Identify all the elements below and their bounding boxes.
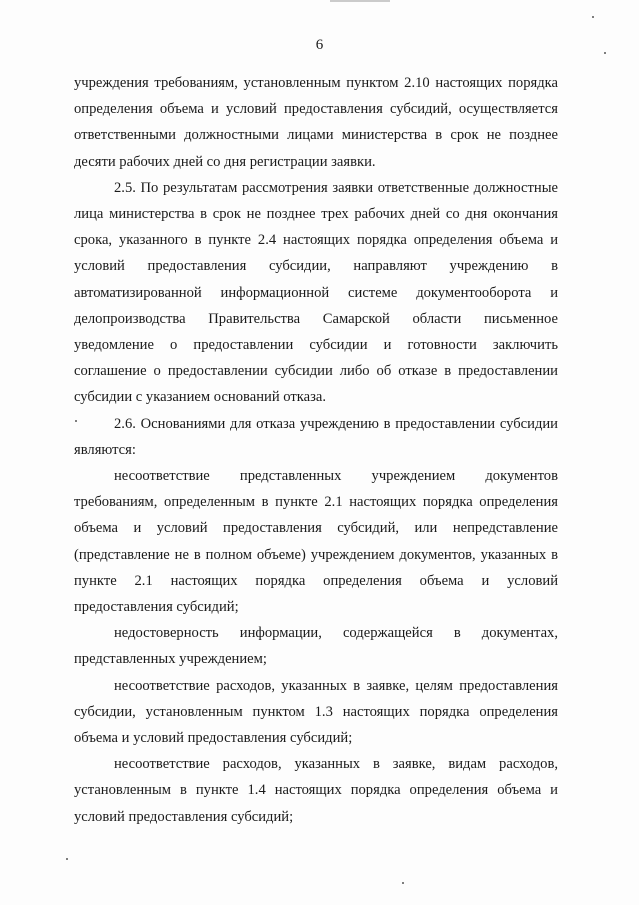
list-item-unreliable-info: недостоверность информации, содержащейся в документах, представленных учреждением; bbox=[74, 625, 558, 668]
paragraph-continuation: учреждения требованиям, установленным пунктом 2.10 настоящих порядка определения объема и условий предоставления субсидий, осуществляется ответственными должностными лицами министерства в срок не позднее десяти рабочих дней со дня регистрации заявки. bbox=[74, 75, 558, 170]
scan-artifact bbox=[402, 882, 404, 884]
page-number: 6 bbox=[315, 37, 324, 53]
scan-artifact bbox=[75, 420, 77, 422]
scan-artifact bbox=[330, 0, 390, 2]
paragraph-2-5: 2.5. По результатам рассмотрения заявки ответственные должностные лица министерства в срок не позднее трех рабочих дней со дня окончания срока, указанного в пункте 2.4 настоящих порядка определения объема и условий предоставления субсидии, направляют учреждению в автоматизированной информационной системе документооборота и делопроизводства Правительства Самарской области письменное уведомление о предоставлении субсидии и готовности заключить соглашение о предоставлении субсидии либо об отказе в предоставлении субсидии с указанием оснований отказа. bbox=[74, 179, 558, 406]
scan-artifact bbox=[604, 52, 606, 54]
scan-artifact bbox=[592, 16, 594, 18]
list-item-expense-type-mismatch: несоответствие расходов, указанных в заявке, видам расходов, установленным в пункте 1.4 настоящих порядка определения объема и условий предоставления субсидий; bbox=[74, 756, 558, 825]
list-item-expense-purpose-mismatch: несоответствие расходов, указанных в заявке, целям предоставления субсидии, установленным пунктом 1.3 настоящих порядка определения объема и условий предоставления субсидий; bbox=[74, 677, 558, 747]
document-body bbox=[74, 70, 558, 830]
scan-artifact bbox=[66, 858, 68, 860]
list-item-document-mismatch: несоответствие представленных учреждением документов требованиям, определенным в пункте 2.1 настоящих порядка определения объема и условий предоставления субсидий, или непредставление (представление не в полном объеме) учреждением документов, указанных в пункте 2.1 настоящих порядка определения объема и условий предоставления субсидий; bbox=[74, 468, 558, 616]
paragraph-2-6: 2.6. Основаниями для отказа учреждению в предоставлении субсидии являются: bbox=[74, 415, 558, 458]
